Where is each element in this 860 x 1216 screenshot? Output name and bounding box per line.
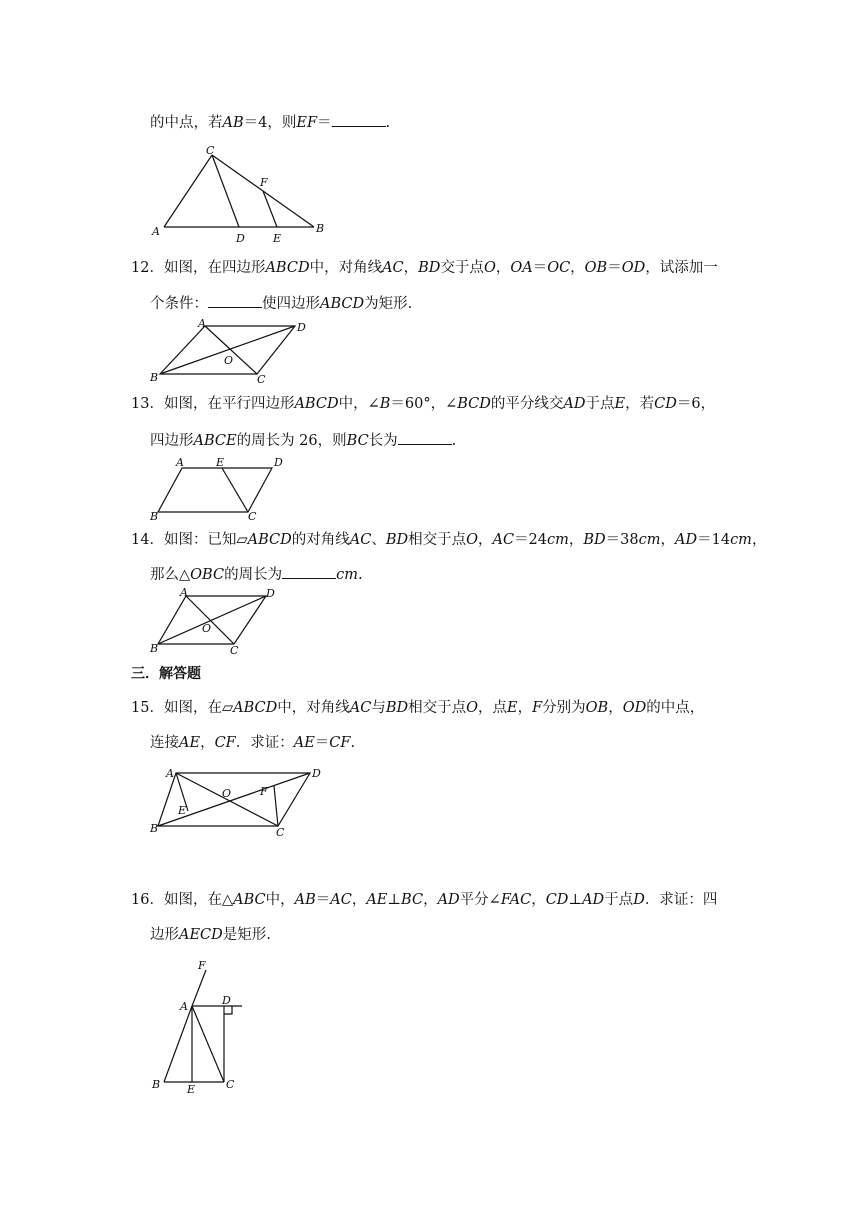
svg-text:D: D bbox=[236, 232, 245, 245]
svg-text:E: E bbox=[273, 232, 282, 245]
svg-text:C: C bbox=[226, 1078, 235, 1091]
svg-text:A: A bbox=[180, 1000, 188, 1013]
svg-text:E: E bbox=[178, 804, 187, 817]
answer-blank[interactable] bbox=[282, 564, 336, 579]
q16-text-line1: 16．如图，在△ABC中，AB＝AC，AE⊥BC，AD平分∠FAC，CD⊥AD于点D．求证：四 bbox=[131, 892, 718, 908]
svg-text:D: D bbox=[222, 994, 231, 1007]
answer-blank[interactable] bbox=[208, 293, 262, 308]
svg-text:O: O bbox=[224, 354, 234, 367]
svg-text:B: B bbox=[150, 642, 159, 655]
q12-text-line2: 个条件： 使四边形ABCD为矩形. bbox=[150, 293, 412, 314]
q14-figure bbox=[150, 586, 290, 658]
svg-text:O: O bbox=[202, 622, 212, 635]
svg-text:F: F bbox=[260, 785, 268, 798]
q13-text-line2: 四边形ABCE的周长为 26，则BC长为 . bbox=[150, 430, 456, 451]
svg-text:B: B bbox=[316, 222, 325, 235]
svg-text:D: D bbox=[266, 587, 275, 600]
q14-text-line1: 14．如图：已知▱ABCD的对角线AC、BD相交于点O，AC＝24cm，BD＝38cm，AD＝14cm， bbox=[131, 532, 767, 548]
svg-text:A: A bbox=[166, 767, 174, 780]
answer-blank[interactable] bbox=[398, 430, 452, 445]
svg-text:E: E bbox=[187, 1083, 196, 1096]
q11-figure bbox=[150, 145, 330, 245]
svg-text:C: C bbox=[257, 373, 266, 386]
q15-figure bbox=[150, 764, 340, 844]
q12-text-line1: 12．如图，在四边形ABCD中，对角线AC，BD交于点O，OA＝OC，OB＝OD，试添加一 bbox=[131, 260, 718, 276]
svg-text:F: F bbox=[260, 176, 268, 189]
svg-text:D: D bbox=[297, 321, 306, 334]
q16-figure bbox=[150, 958, 260, 1098]
q16-text-line2: 边形AECD是矩形. bbox=[150, 927, 271, 943]
q14-text-line2: 那么△OBC的周长为 cm. bbox=[150, 564, 363, 585]
q12-figure bbox=[150, 318, 320, 388]
svg-text:C: C bbox=[230, 644, 239, 657]
q13-figure bbox=[150, 454, 300, 524]
svg-text:B: B bbox=[150, 510, 159, 523]
answer-blank[interactable] bbox=[332, 112, 386, 127]
svg-text:C: C bbox=[206, 144, 215, 157]
svg-text:A: A bbox=[176, 456, 184, 469]
svg-text:B: B bbox=[152, 1078, 161, 1091]
svg-text:E: E bbox=[216, 456, 225, 469]
section-heading: 三．解答题 bbox=[131, 666, 201, 682]
svg-text:A: A bbox=[152, 225, 160, 238]
q13-text-line1: 13．如图，在平行四边形ABCD中，∠B＝60°，∠BCD的平分线交AD于点E，若CD＝6， bbox=[131, 396, 716, 412]
svg-text:C: C bbox=[248, 510, 257, 523]
svg-text:A: A bbox=[180, 586, 188, 599]
svg-text:C: C bbox=[276, 826, 285, 839]
svg-text:B: B bbox=[150, 371, 159, 384]
svg-text:D: D bbox=[274, 456, 283, 469]
q15-text-line1: 15．如图，在▱ABCD中，对角线AC与BD相交于点O，点E，F分别为OB，OD的中点， bbox=[131, 700, 705, 716]
svg-text:F: F bbox=[198, 959, 206, 972]
svg-text:O: O bbox=[222, 787, 232, 800]
svg-text:D: D bbox=[312, 767, 321, 780]
svg-text:B: B bbox=[150, 822, 159, 835]
svg-text:A: A bbox=[198, 317, 206, 330]
q15-text-line2: 连接AE，CF．求证：AE＝CF. bbox=[150, 735, 356, 751]
q11-text: 的中点，若AB＝4，则EF＝ . bbox=[150, 112, 390, 133]
